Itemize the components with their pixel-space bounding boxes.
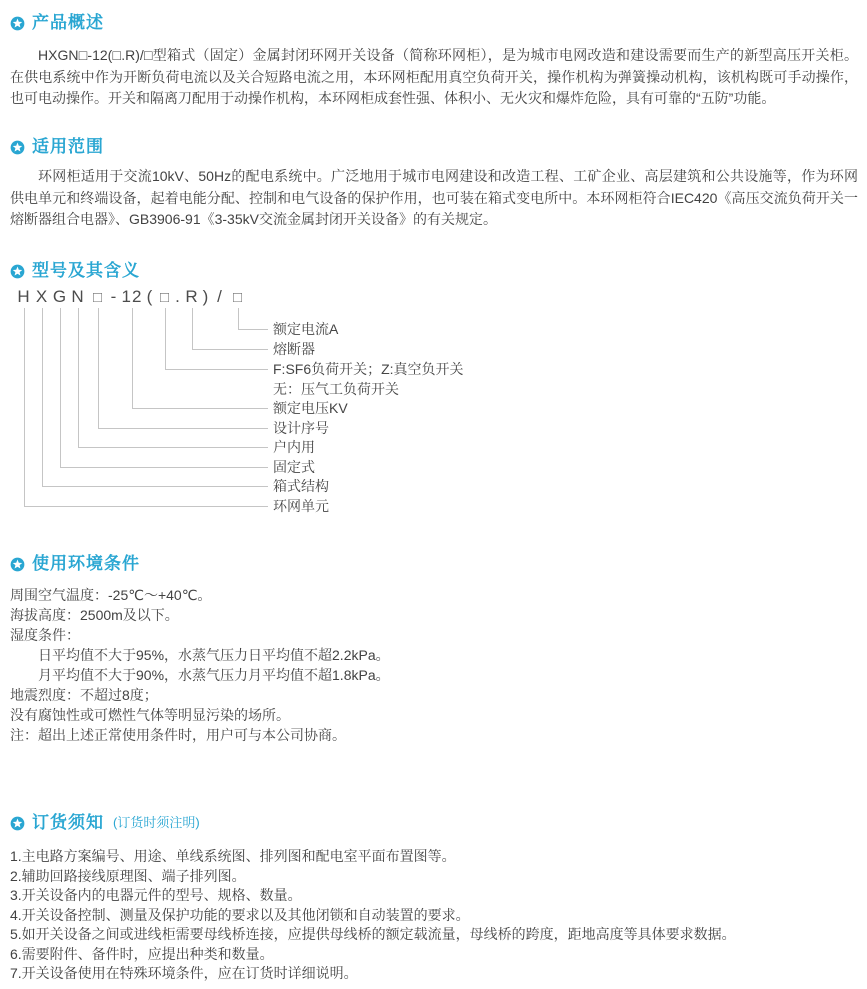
model-char: ) bbox=[202, 287, 210, 306]
section-heading bbox=[10, 12, 858, 34]
section-title-note: (订货时须注明) bbox=[113, 815, 200, 830]
model-label: 设计序号 bbox=[273, 420, 329, 436]
model-leader-line bbox=[24, 308, 268, 507]
order-item: 7.开关设备使用在特殊环境条件，应在订货时详细说明。 bbox=[10, 965, 358, 981]
env-line: 周围空气温度：-25℃～+40℃。 bbox=[10, 587, 212, 603]
model-label: F:SF6负荷开关；Z:真空负开关 bbox=[273, 361, 464, 377]
circled-star-icon bbox=[10, 264, 25, 279]
circled-star-icon bbox=[10, 16, 25, 31]
order-item: 1.主电路方案编号、用途、单线系统图、排列图和配电室平面布置图等。 bbox=[10, 848, 456, 864]
model-line bbox=[10, 288, 858, 306]
model-label: 熔断器 bbox=[273, 341, 315, 357]
model-char: . bbox=[175, 287, 181, 306]
env-line: 地震烈度：不超过8度； bbox=[10, 687, 158, 703]
section-title: 适用范围 bbox=[32, 137, 104, 156]
section-title: 型号及其含义 bbox=[32, 261, 140, 280]
circled-star-icon bbox=[10, 816, 25, 831]
section-title: 产品概述 bbox=[32, 13, 104, 32]
section-title: 使用环境条件 bbox=[32, 554, 140, 573]
model-label: 户内用 bbox=[273, 439, 315, 455]
model-label: 固定式 bbox=[273, 459, 315, 475]
model-char: H bbox=[17, 287, 31, 306]
section-heading bbox=[10, 553, 858, 575]
model-label: 箱式结构 bbox=[273, 478, 329, 494]
model-char: N bbox=[71, 287, 85, 306]
model-char: G bbox=[52, 287, 68, 306]
environment-conditions-list bbox=[10, 585, 858, 745]
model-char: X bbox=[35, 287, 49, 306]
section-ordering-instructions bbox=[10, 812, 858, 984]
model-label: 额定电压KV bbox=[273, 400, 348, 416]
env-line: 海拔高度：2500m及以下。 bbox=[10, 607, 179, 623]
model-char: ( bbox=[146, 287, 154, 306]
section-operating-environment bbox=[10, 553, 858, 745]
model-char: / bbox=[217, 287, 223, 306]
model-label: 环网单元 bbox=[273, 498, 329, 514]
order-item: 4.开关设备控制、测量及保护功能的要求以及其他闭锁和自动装置的要求。 bbox=[10, 906, 470, 923]
section-product-overview bbox=[10, 12, 858, 110]
section-heading bbox=[10, 260, 858, 282]
env-line: 湿度条件： bbox=[10, 627, 80, 643]
model-char: □ bbox=[159, 289, 171, 306]
env-line: 日平均值不大于95%，水蒸气压力日平均值不超2.2kPa。 bbox=[38, 647, 390, 663]
model-char: R bbox=[185, 287, 199, 306]
model-char: 12 bbox=[121, 287, 143, 306]
model-label: 额定电流A bbox=[273, 321, 339, 337]
order-item: 2.辅助回路接线原理图、端子排列图。 bbox=[10, 867, 246, 884]
model-char: - bbox=[110, 287, 118, 306]
model-label: 无：压气工负荷开关 bbox=[273, 381, 399, 397]
model-designation-diagram bbox=[10, 288, 858, 520]
ordering-items-list bbox=[10, 847, 858, 984]
env-line: 没有腐蚀性或可燃性气体等明显污染的场所。 bbox=[10, 707, 290, 723]
model-char: □ bbox=[92, 289, 104, 306]
env-line: 注：超出上述正常使用条件时，用户可与本公司协商。 bbox=[10, 727, 346, 743]
section-title: 订货须知 bbox=[32, 813, 104, 832]
section-heading bbox=[10, 136, 858, 158]
section-applicable-scope bbox=[10, 136, 858, 231]
order-item: 6.需要附件、备件时，应提出种类和数量。 bbox=[10, 945, 274, 962]
circled-star-icon bbox=[10, 557, 25, 572]
section-heading bbox=[10, 812, 858, 834]
section-model-designation bbox=[10, 260, 858, 520]
order-item: 3.开关设备内的电器元件的型号、规格、数量。 bbox=[10, 887, 302, 903]
env-line: 月平均值不大于90%，水蒸气压力月平均值不超1.8kPa。 bbox=[38, 667, 390, 683]
circled-star-icon bbox=[10, 140, 25, 155]
order-item: 5.如开关设备之间或进线柜需要母线桥连接，应提供母线桥的额定载流量，母线桥的跨度，距地高度等具体要求数据。 bbox=[10, 926, 736, 942]
overview-paragraph: HXGN□-12(□.R)/□型箱式（固定）金属封闭环网开关设备（简称环网柜），是为城市电网改造和建设需要而生产的新型高压开关柜。在供电系统中作为开断负荷电流以及关合短路电流之用，本环网柜配用真空负荷开关，操作机构为弹簧操动机构，该机构既可手动操作，也可电动操作。开关和隔离刀配用于动操作机构，本环网柜成套性强、体积小、无火灾和爆炸危险，具有可靠的“五防”功能。 bbox=[10, 47, 858, 106]
scope-paragraph: 环网柜适用于交流10kV、50Hz的配电系统中。广泛地用于城市电网建设和改造工程、工矿企业、高层建筑和公共设施等，作为环网供电单元和终端设备，起着电能分配、控制和电气设备的保护作用，也可装在箱式变电所中。本环网柜符合IEC420《高压交流负荷开关一熔断器组合电器》、GB3906-91《3-35kV交流金属封闭开关设备》的有关规定。 bbox=[10, 168, 858, 227]
model-char: □ bbox=[232, 289, 244, 306]
